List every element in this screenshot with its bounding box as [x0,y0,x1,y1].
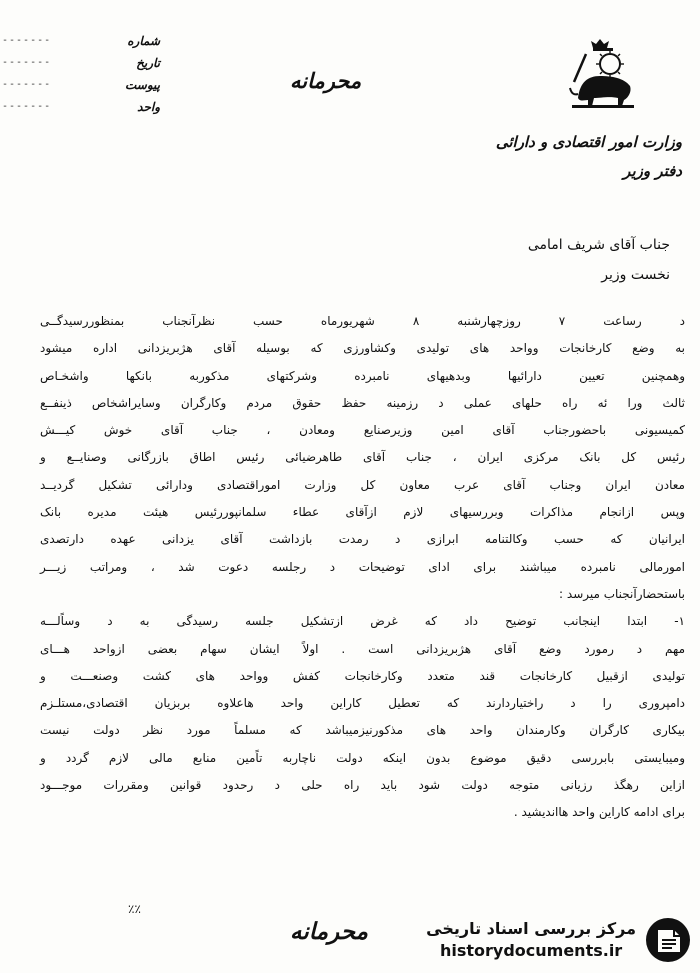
meta-dash-line: ------- [2,79,52,90]
body-line: به وضع کارخانجات وواحد های تولیدی وکشاورزی که بوسیله آقای هژبریزدانی اداره میشود [40,341,685,356]
body-line: باستحضارآنجناب میرسد : [559,586,685,601]
body-line: رئیس کل بانک مرکزی ایران ، جناب آقای طاهرضیائی رئیس اطاق بازرگانی وصنایــع و [40,450,685,465]
meta-dash-line: ------- [2,57,52,68]
watermark-text [426,918,636,962]
body-line: امورمالی نامبرده میباشند برای ادای توضیحات د رجلسه دعوت شد ، ومراتب زیـــر [40,559,685,574]
body-line: برای ادامه کاراین واحد هااندیشید . [513,805,685,820]
body-line: ازاین رهگذ رزیانی متوجه دولت شود باید راه حلی د رحدود قوانین ومقررات موجـــود [40,778,685,793]
office-name: دفتر وزیر [623,162,682,180]
body-line: بیکاری کارگران وکارمندان واحد های مذکورنیزمیباشد که مسلماً مورد نظر دولت نیست [40,723,685,738]
meta-dash-line: ------- [2,35,52,46]
classification-footer: محرمانه [290,918,368,945]
meta-field-number: شماره [127,34,160,48]
addressee-name: جناب آقای شریف امامی [527,237,670,253]
lion-and-sun-emblem-icon [566,38,640,110]
meta-dashes [2,30,92,118]
body-line: وهمچنین تعیین دارائیها وبدهیهای نامبرده وشرکتهای مذکوربه بانکها واشخـاص [40,368,685,383]
classification-header: محرمانه [290,68,362,93]
body-line: مهم د رمورد وضع آقای هژبریزدانی است . اولاً ایشان سهام بعضی ازواحد هـــای [40,641,685,656]
footer-mark: ٪٪ [128,902,141,916]
watermark-name: مرکز بررسی اسناد تاریخی [426,919,636,938]
body-line: ثالث ورا ئه راه حلهای عملی د رزمینه حفظ حقوق مردم وکارگران وسایراشخاص ذینفــع [40,395,685,410]
archive-logo-icon [644,916,692,964]
addressee-title: نخست وزیر [601,267,670,283]
ministry-name: وزارت امور اقتصادی و دارائی [495,133,682,151]
body-line: وپس ازانجام مذاکرات وبررسیهای لازم ازآقای عطاء سلمانپوررئیس هیئت مدیره بانک [40,505,685,520]
meta-fields [90,30,160,118]
meta-field-unit: واحد [137,100,160,114]
body-line: تولیدی ازقبیل کارخانجات قند متعدد وکارخانجات کفش وواحد های کشت وصنعـــت و [40,668,685,683]
body-line: ایرانیان که حسب وکالتنامه ابرازی د رمدت بازداشت آقای یزدانی عهده دارتصدی [40,532,685,547]
meta-field-date: تاریخ [136,56,160,70]
letter-body [40,308,685,827]
body-line: د رساعت ۷ روزچهارشنبه ۸ شهریورماه حسب نظرآنجناب بمنظوررسیدگــی [40,314,685,328]
body-line: ۱- ابتدا اینجانب توضیح داد که غرض ازتشکیل جلسه رسیدگی به د وساًلـــه [40,614,685,629]
addressee-block [410,230,670,290]
watermark-site: historydocuments.ir [439,941,623,960]
meta-dash-line: ------- [2,101,52,112]
body-line: دامپروری را د راختیاردارند که تعطیل کاراین واحد هاعلاوه بربزیان اقتصادی،مستلـزم [40,696,685,711]
body-line: ومیبایستی بابررسی دقیق موضوع بدون اینکه دولت ناچاربه تاًمین منابع مالی لازم گردد و [40,750,685,765]
meta-field-attachment: پیوست [125,78,160,92]
body-line: کمیسیونی باحضورجناب آقای امین وزیرصنایع ومعادن ، جناب آقای خوش کیـــش [40,423,685,438]
body-line: معادن ایران وجناب آقای عرب معاون کل وزارت اموراقتصادی ودارائی تشکیل گردیــد [40,477,685,492]
ministry-heading [462,128,682,186]
archive-watermark [402,912,692,968]
